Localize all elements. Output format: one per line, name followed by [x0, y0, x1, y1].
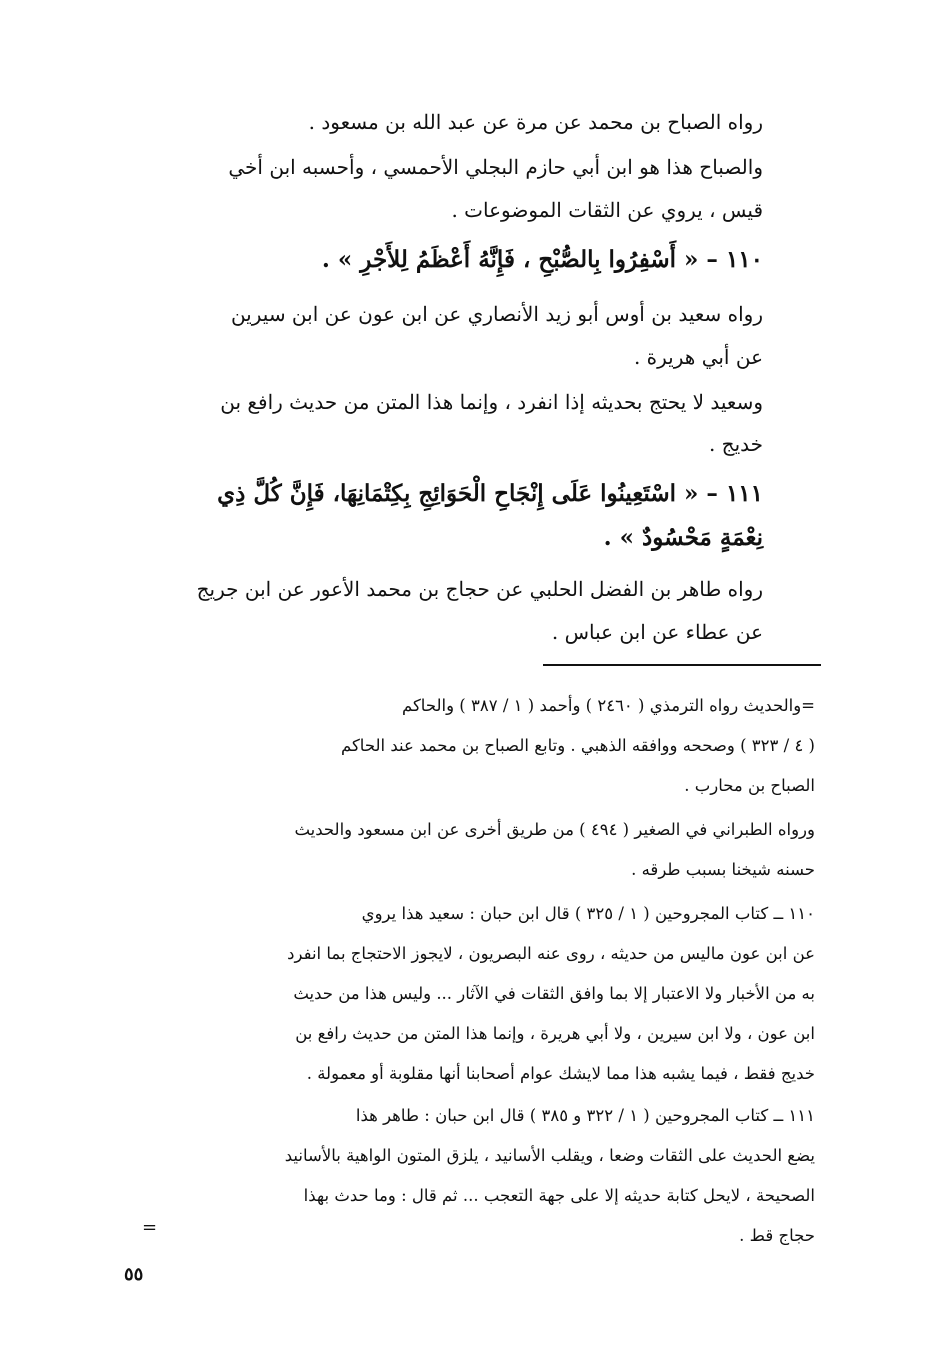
footnote-line: ١١٠ ــ كتاب المجروحين ( ١ / ٣٢٥ ) قال ابن حبان : سعيد هذا يروي — [361, 904, 815, 923]
hadith-111-heading-cont: نِعْمَةٍ مَحْسُودٌ » . — [603, 524, 763, 551]
footnote-line: عن ابن عون ماليس من حديثه ، روى عنه البصريون ، لايجوز الاحتجاج بما انفرد — [287, 944, 815, 963]
main-line: رواه سعيد بن أوس أبو زيد الأنصاري عن ابن عون عن ابن سيرين — [230, 302, 763, 326]
hadith-number: ١١١ – — [706, 480, 763, 507]
continuation-mark: = — [142, 1217, 158, 1238]
hadith-text: « أَسْفِرُوا بِالصُّبْحِ ، فَإِنَّهُ أَعْظَمُ لِلأَجْرِ » . — [321, 246, 699, 273]
hadith-110-heading — [322, 246, 763, 274]
main-line: رواه طاهر بن الفضل الحلبي عن حجاج بن محمد الأعور عن ابن جريج — [196, 577, 763, 601]
main-line: عن عطاء عن ابن عباس . — [551, 620, 763, 644]
main-line: قيس ، يروي عن الثقات الموضوعات . — [451, 198, 763, 222]
main-line: والصباح هذا هو ابن أبي حازم البجلي الأحمسي ، وأحسبه ابن أخي — [228, 155, 763, 179]
footnote-line: خديج فقط ، فيما يشبه هذا مما لايشك عوام أصحابنا أنها مقلوبة أو معمولة . — [306, 1064, 815, 1083]
footnote-line: الصحيحة ، لايحل كتابة حديثه إلا على جهة التعجب ... ثم قال : وما حدث بهذا — [303, 1186, 815, 1205]
main-line: عن أبي هريرة . — [633, 345, 763, 369]
footnote-line: به من الأخبار ولا الاعتبار إلا بما وافق الثقات في الآثار ... وليس هذا من حديث — [293, 984, 815, 1003]
footnote-line: حسنه شيخنا بسبب طرقه . — [631, 860, 815, 879]
footnote-line: ورواه الطبراني في الصغير ( ٤٩٤ ) من طريق أخرى عن ابن مسعود والحديث — [294, 820, 815, 839]
main-line: خديج . — [708, 432, 763, 456]
footnote-line: ١١١ ــ كتاب المجروحين ( ١ / ٣٢٢ و ٣٨٥ ) قال ابن حبان : طاهر هذا — [355, 1106, 815, 1125]
hadith-text: « اسْتَعِينُوا عَلَى إِنْجَاحِ الْحَوَائِجِ بِكِتْمَانِهَا، فَإِنَّ كُلَّ ذِي — [217, 480, 699, 507]
hadith-number: ١١٠ – — [706, 246, 763, 273]
page-number: ٥٥ — [124, 1264, 144, 1285]
footnote-divider — [543, 664, 821, 666]
footnote-line: ( ٤ / ٣٢٣ ) وصححه ووافقه الذهبي . وتابع الصباح بن محمد عند الحاكم — [340, 736, 815, 755]
footnote-line: يضع الحديث على الثقات وضعا ، ويقلب الأسانيد ، يلزق المتون الواهية بالأسانيد — [284, 1146, 815, 1165]
main-line: وسعيد لا يحتج بحديثه إذا انفرد ، وإنما هذا المتن من حديث رافع بن — [220, 390, 763, 414]
hadith-111-heading — [217, 480, 763, 508]
footnote-line: =والحديث رواه الترمذي ( ٢٤٦٠ ) وأحمد ( ١ / ٣٨٧ ) والحاكم — [401, 696, 815, 715]
main-line: رواه الصباح بن محمد عن مرة عن عبد الله بن مسعود . — [308, 110, 763, 134]
footnote-line: ابن عون ، ولا ابن سيرين ، ولا أبي هريرة ، وإنما هذا المتن من حديث رافع بن — [295, 1024, 815, 1043]
footnote-line: حجاج قط . — [739, 1226, 815, 1245]
footnote-line: الصباح بن محارب . — [684, 776, 815, 795]
